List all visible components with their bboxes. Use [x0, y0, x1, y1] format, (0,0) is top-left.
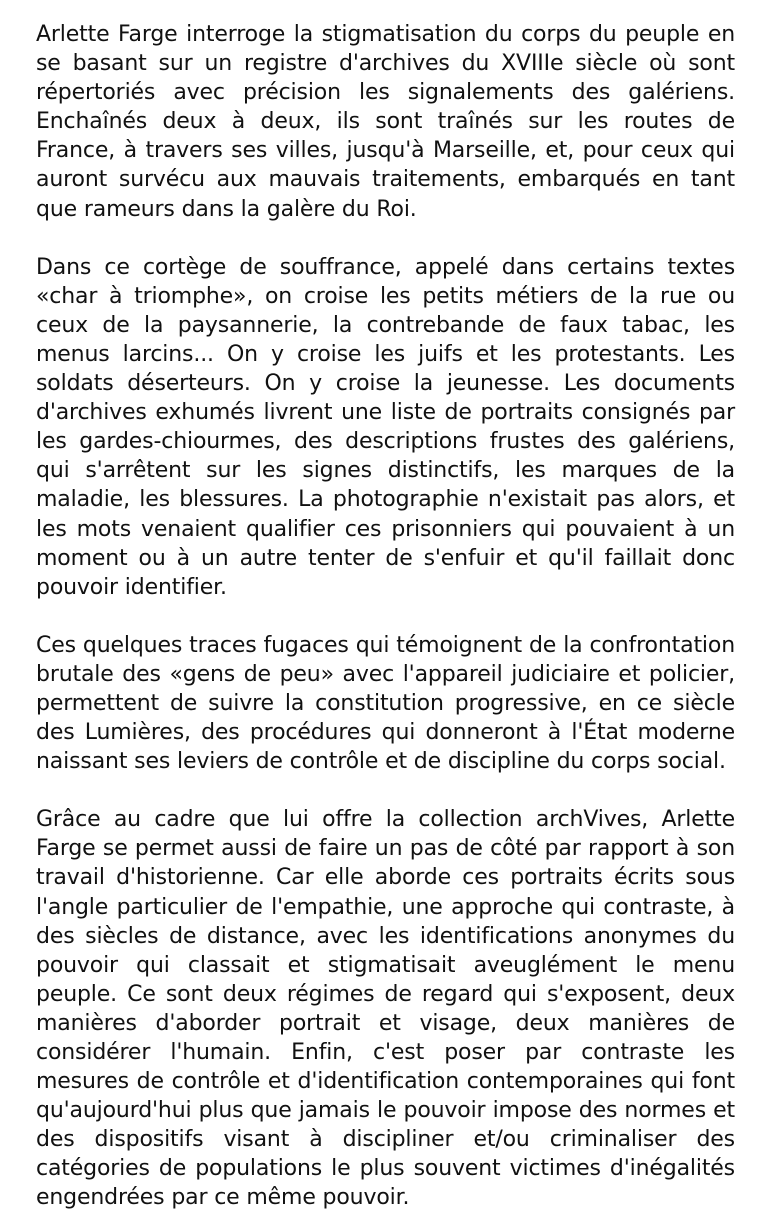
paragraph-cortege: Dans ce cortège de souffrance, appelé dans certains textes «char à triomphe», on croise les petits métiers de la rue ou ceux de la paysannerie, la contrebande de faux tabac, les menus larcins... On y croise les juifs et les protestants. Les soldats déserteurs. On y croise la jeunesse. Les documents d'archives exhumés livrent une liste de portraits consignés par les gardes-chiourmes, des descriptions frustes des galériens, qui s'arrêtent sur les signes distinctifs, les marques de la maladie, les blessures. La photographie n'existait pas alors, et les mots venaient qualifier ces prisonniers qui pouvaient à un moment ou à un autre tenter de s'enfuir et qu'il faillait donc pouvoir identifier. [36, 254, 735, 600]
paragraph-traces: Ces quelques traces fugaces qui témoignent de la confrontation brutale des «gens de peu» avec l'appareil judiciaire et policier, permettent de suivre la constitution progressive, en ce siècle des Lumières, des procédures qui donneront à l'État moderne naissant ses leviers de contrôle et de discipline du corps social. [36, 632, 735, 775]
paragraph-archvives: Grâce au cadre que lui offre la collection archVives, Arlette Farge se permet aussi de faire un pas de côté par rapport à son travail d'historienne. Car elle aborde ces portraits écrits sous l'angle particulier de l'empathie, une approche qui contraste, à des siècles de distance, avec les identifications anonymes du pouvoir qui classait et stigmatisait aveuglément le menu peuple. Ce sont deux régimes de regard qui s'exposent, deux manières d'aborder portrait et visage, deux manières de considérer l'humain. Enfin, c'est poser par contraste les mesures de contrôle et d'identification contemporaines qui font qu'aujourd'hui plus que jamais le pouvoir impose des normes et des dispositifs visant à discipliner et/ou criminaliser des catégories de populations le plus souvent victimes d'inégalités engendrées par ce même pouvoir. [36, 807, 735, 1211]
paragraph-intro: Arlette Farge interroge la stigmatisation du corps du peuple en se basant sur un registre d'archives du XVIIIe siècle où sont répertoriés avec précision les signalements des galériens. Enchaînés deux à deux, ils sont traînés sur les routes de France, à travers ses villes, jusqu'à Marseille, et, pour ceux qui auront survécu aux mauvais traitements, embarqués en tant que rameurs dans la galère du Roi. [36, 22, 735, 222]
